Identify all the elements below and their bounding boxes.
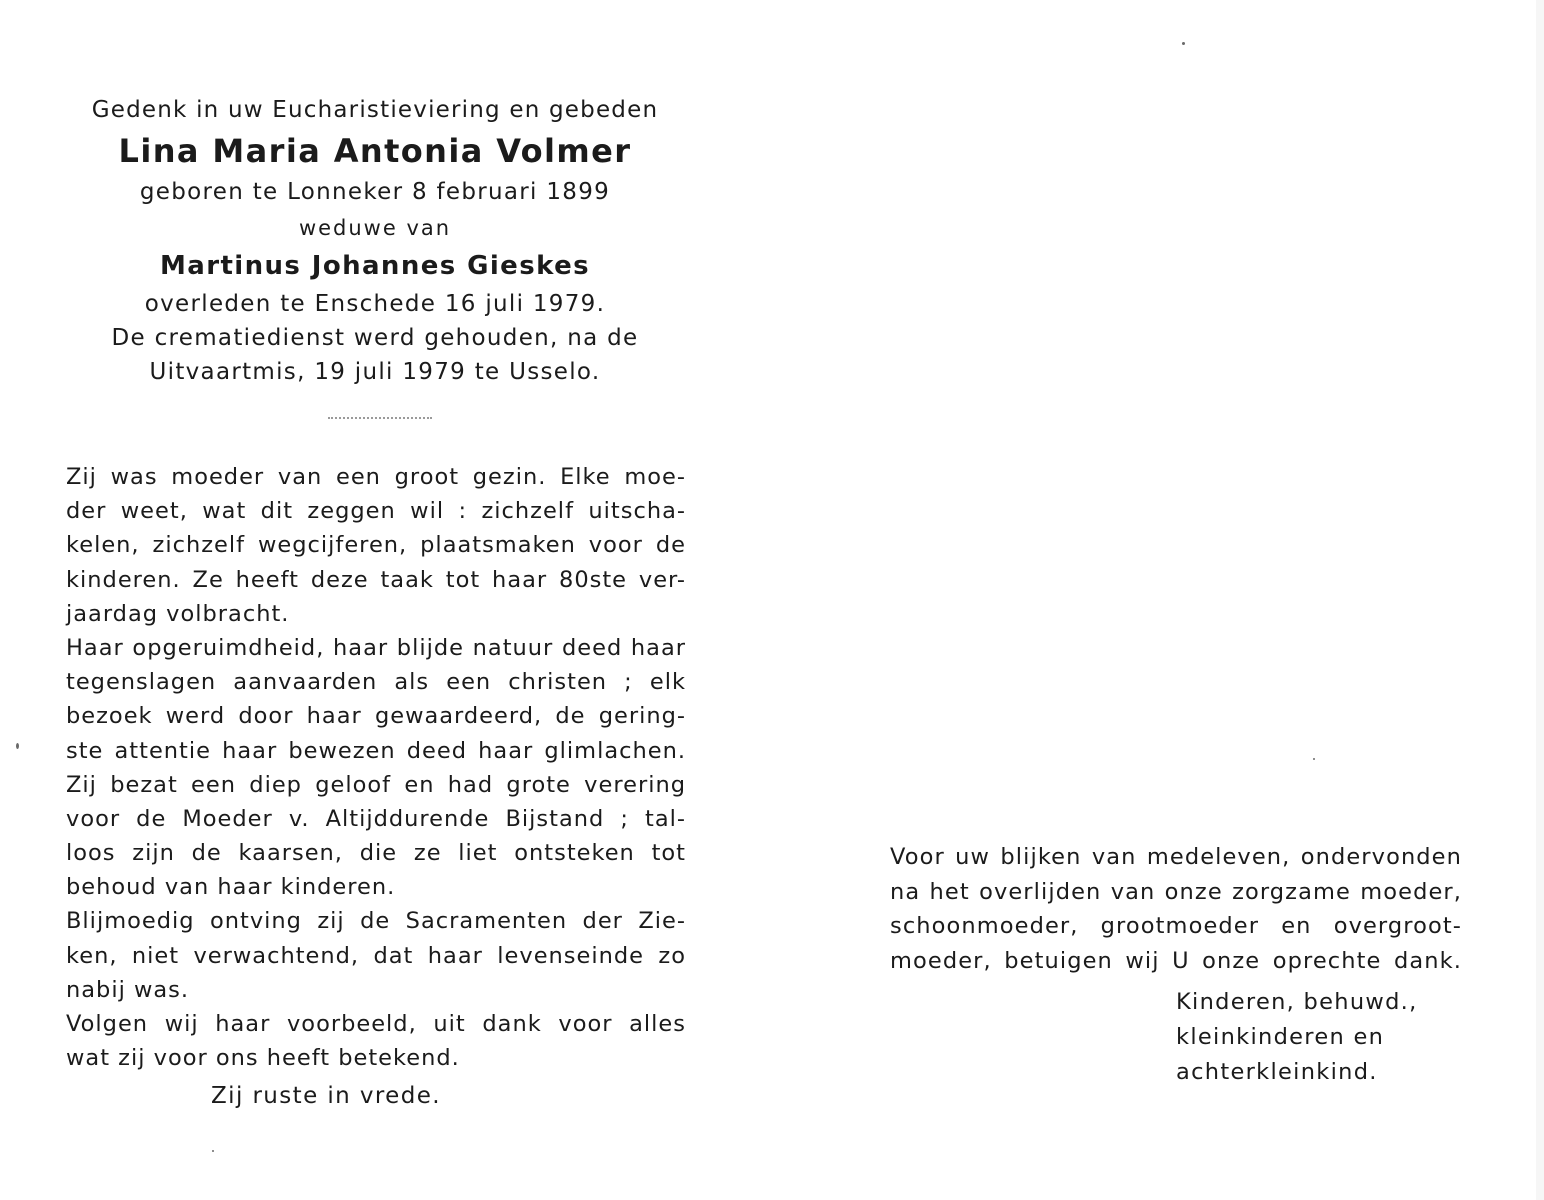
signature-block: [1176, 985, 1476, 1090]
biography-line: jaardag volbracht.: [66, 600, 290, 627]
intro-line: Gedenk in uw Eucharistieviering en gebeden: [91, 97, 659, 123]
biography-line: ste attentie haar bewezen deed haar glimlachen.: [66, 737, 686, 764]
thanks-line: schoonmoeder, grootmoeder en overgroot-: [890, 913, 1462, 939]
biography-line: der weet, wat dit zeggen wil : zichzelf uitscha-: [66, 498, 686, 525]
biography-line: behoud van haar kinderen.: [66, 874, 396, 901]
birth-line: geboren te Lonneker 8 februari 1899: [139, 179, 611, 205]
scan-speck: [1182, 42, 1185, 45]
biography-line: Blijmoedig ontving zij de Sacramenten der Zie-: [66, 908, 686, 935]
thanks-line: na het overlijden van onze zorgzame moeder,: [890, 878, 1462, 905]
biography-line: Volgen wij haar voorbeeld, uit dank voor alles: [66, 1011, 686, 1037]
scan-edge: [1536, 0, 1544, 1200]
biography-line: loos zijn de kaarsen, die ze liet ontsteken tot: [66, 840, 686, 867]
service-line-1: De crematiedienst werd gehouden, na de: [111, 325, 639, 351]
service-line-2: Uitvaartmis, 19 juli 1979 te Usselo.: [149, 359, 601, 385]
biography-line: bezoek werd door haar gewaardeerd, de gering-: [66, 703, 686, 730]
scan-speck: [212, 1150, 214, 1152]
thanks-line: Voor uw blijken van medeleven, ondervonden: [890, 844, 1462, 870]
deceased-name: Lina Maria Antonia Volmer: [118, 132, 632, 170]
memorial-header: [60, 92, 690, 389]
biography-line: kelen, zichzelf wegcijferen, plaatsmaken voor de: [66, 532, 686, 559]
scan-speck: [1313, 758, 1315, 760]
biography-line: voor de Moeder v. Altijddurende Bijstand ; tal-: [66, 805, 686, 832]
thanks-message: [890, 840, 1462, 978]
biography-line: nabij was.: [66, 976, 190, 1003]
biography-line: ken, niet verwachtend, dat haar levenseinde zo: [66, 942, 686, 969]
biography-line: kinderen. Ze heeft deze taak tot haar 80ste ver-: [66, 566, 686, 593]
biography-text: [66, 460, 686, 1075]
biography-line: Haar opgeruimdheid, haar blijde natuur deed haar: [66, 634, 686, 661]
biography-line: wat zij voor ons heeft betekend.: [66, 1045, 460, 1072]
closing-line: Zij ruste in vrede.: [211, 1083, 441, 1109]
signature-line: achterkleinkind.: [1176, 1059, 1378, 1085]
thanks-line: moeder, betuigen wij U onze oprechte dank.: [890, 947, 1462, 974]
biography-line: Zij bezat een diep geloof en had grote verering: [66, 771, 686, 798]
spouse-name: Martinus Johannes Gieskes: [160, 251, 590, 281]
death-line: overleden te Enschede 16 juli 1979.: [144, 291, 606, 317]
divider: [328, 417, 432, 419]
biography-line: Zij was moeder van een groot gezin. Elke moe-: [66, 464, 686, 490]
signature-line: Kinderen, behuwd.,: [1176, 989, 1418, 1015]
biography-line: tegenslagen aanvaarden als een christen ; elk: [66, 669, 686, 696]
signature-line: kleinkinderen en: [1176, 1024, 1385, 1050]
scan-speck: [16, 743, 19, 749]
widow-of-line: weduwe van: [298, 216, 452, 240]
